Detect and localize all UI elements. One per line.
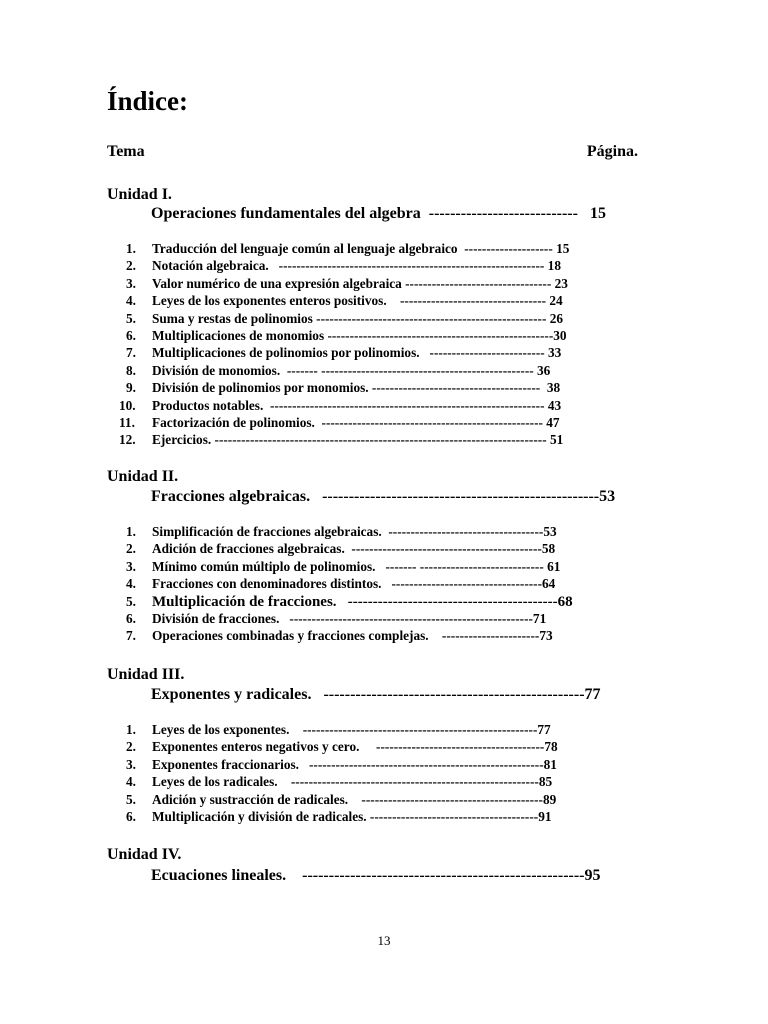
header-page: Página. — [586, 143, 638, 160]
page-title: Índice: — [107, 86, 188, 116]
unit-2-label: Unidad II. — [107, 468, 179, 485]
list-item: 3. Exponentes fraccionarios. -----------------------------------------------------81 — [126, 756, 557, 772]
list-item: 11. Factorización de polinomios. -------------------------------------------------- 47 — [119, 414, 560, 430]
unit-1-title: Operaciones fundamentales del algebra ---------------------------- 15 — [151, 205, 606, 222]
list-item: 7. Multiplicaciones de polinomios por polinomios. -------------------------- 33 — [126, 345, 562, 361]
list-item: 2. Adición de fracciones algebraicas. -------------------------------------------58 — [126, 541, 556, 557]
page-number: 13 — [377, 933, 391, 948]
list-item: 9. División de polinomios por monomios. -------------------------------------- 38 — [126, 380, 561, 396]
unit-4-title: Ecuaciones lineales. -----------------------------------------------------95 — [151, 867, 601, 884]
unit-3-list — [126, 721, 558, 825]
list-item: 3. Mínimo común múltiplo de polinomios. ------- ---------------------------- 61 — [126, 558, 561, 574]
list-item: 6. Multiplicación y división de radicales. --------------------------------------91 — [126, 808, 552, 824]
header-topic: Tema — [107, 143, 145, 160]
list-item: 8. División de monomios. ------- ------------------------------------------------ 36 — [126, 362, 551, 378]
list-item: 4. Leyes de los radicales. --------------------------------------------------------85 — [126, 774, 553, 790]
unit-1-list — [119, 240, 570, 449]
list-item: 5. Adición y sustracción de radicales. -----------------------------------------89 — [126, 791, 557, 807]
unit-4-label: Unidad IV. — [107, 846, 182, 863]
list-item: 2. Notación algebraica. ------------------------------------------------------------ 18 — [126, 258, 561, 274]
list-item: 5. Suma y restas de polinomios ---------------------------------------------------- 26 — [126, 310, 564, 326]
list-item: 4. Fracciones con denominadores distintos. ----------------------------------64 — [126, 576, 556, 592]
list-item: 7. Operaciones combinadas y fracciones complejas. ----------------------73 — [126, 628, 553, 644]
list-item: 6. División de fracciones. -------------------------------------------------------71 — [126, 610, 547, 626]
unit-2-list — [126, 523, 573, 645]
unit-2-title: Fracciones algebraicas. ----------------------------------------------------53 — [151, 488, 616, 505]
list-item: 3. Valor numérico de una expresión algebraica --------------------------------- 23 — [126, 275, 568, 291]
list-item: 5. Multiplicación de fracciones. ------------------------------------------68 — [126, 593, 573, 610]
list-item: 1. Leyes de los exponentes. -----------------------------------------------------77 — [126, 722, 551, 737]
list-item: 10. Productos notables. -------------------------------------------------------------- 43 — [119, 397, 562, 413]
unit-3-label: Unidad III. — [107, 666, 185, 683]
list-item: 1. Traducción del lenguaje común al lenguaje algebraico -------------------- 15 — [126, 241, 570, 256]
list-item: 6. Multiplicaciones de monomios ---------------------------------------------------30 — [126, 327, 567, 343]
list-item: 2. Exponentes enteros negativos y cero. --------------------------------------78 — [126, 739, 558, 755]
list-item: 1. Simplificación de fracciones algebraicas. -----------------------------------53 — [126, 524, 557, 539]
unit-1-label: Unidad I. — [107, 186, 172, 203]
list-item: 4. Leyes de los exponentes enteros positivos. --------------------------------- 24 — [126, 293, 563, 309]
unit-3-title: Exponentes y radicales. -------------------------------------------------77 — [151, 686, 601, 703]
list-item: 12. Ejercicios. --------------------------------------------------------------------------- 51 — [119, 432, 564, 448]
